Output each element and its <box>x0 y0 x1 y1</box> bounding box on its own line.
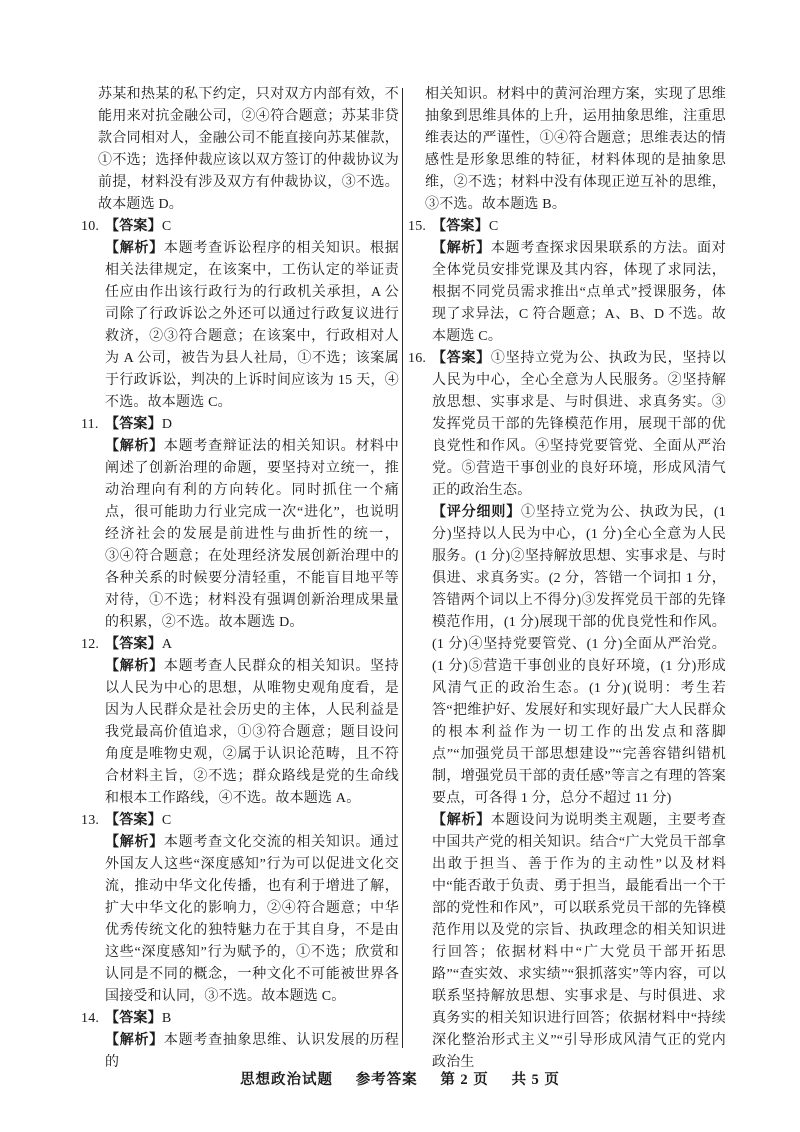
section-label: 【解析】 <box>105 659 164 674</box>
section-label: 【答案】 <box>432 351 491 366</box>
page-footer <box>0 1068 800 1089</box>
analysis-paragraph <box>105 238 399 414</box>
answer-item <box>408 216 726 348</box>
section-label: 【答案】 <box>105 813 162 828</box>
analysis-paragraph <box>432 238 726 348</box>
paragraph-text: 本题考查诉讼程序的相关知识。根据相关法律规定，在该案中，工伤认定的举证责任应由作出该行政行为的行政机关承担，A 公司除了行政诉讼之外还可以通过行政复议进行救济，②③符合题意；在该案中，行政相对人为 A 公司，被告为县人社局，①不选；该案属于行政诉讼，判决的上诉时间应该为 15 天，④不选。故本题选 C。 <box>105 241 399 410</box>
scoring-rubric-paragraph <box>432 502 726 810</box>
section-label: 【答案】 <box>432 219 489 234</box>
continuation-paragraph <box>408 84 726 216</box>
answer-item <box>81 810 399 1008</box>
continuation-paragraph <box>81 84 399 216</box>
paragraph-text: 苏某和热某的私下约定，只对双方内部有效，不能用来对抗金融公司，②④符合题意；苏某非贷款合同相对人，金融公司不能直接向苏某催款，①不选；选择仲裁应该以双方签订的仲裁协议为前提，材料没有涉及双方有仲裁协议，③不选。故本题选 D。 <box>98 87 399 212</box>
answer-item <box>81 634 399 810</box>
answer-paragraph <box>105 216 399 238</box>
paragraph-text: ①坚持立党为公、执政为民，坚持以人民为中心，全心全意为人民服务。②坚持解放思想、实事求是、与时俱进、求真务实。③发挥党员干部的先锋模范作用，展现干部的优良党性和作风。④坚持党要管党、全面从严治党。⑤营造干事创业的良好环境，形成风清气正的政治生态。 <box>432 351 726 498</box>
footer-doc-title: 思想政治试题 <box>240 1072 334 1088</box>
answer-paragraph <box>432 216 726 238</box>
answer-paragraph <box>105 634 399 656</box>
footer-page-total: 共 5 页 <box>511 1072 560 1088</box>
section-label: 【答案】 <box>105 417 162 432</box>
analysis-paragraph <box>432 810 726 1074</box>
paragraph-text: 相关知识。材料中的黄河治理方案，实现了思维抽象到思维具体的上升，运用抽象思维，注重思维表达的严谨性，①④符合题意；思维表达的情感性是形象思维的特征，材料体现的是抽象思维，②不选；材料中没有体现正逆互补的思维，③不选。故本题选 B。 <box>425 87 726 212</box>
section-label: 【答案】 <box>105 219 162 234</box>
section-label: 【答案】 <box>105 1011 162 1026</box>
paragraph-text: 本题考查抽象思维、认识发展的历程的 <box>105 1033 399 1070</box>
section-label: 【解析】 <box>105 439 164 454</box>
question-number: 15. <box>408 219 427 234</box>
answer-item <box>81 414 399 634</box>
answer-paragraph <box>105 414 399 436</box>
analysis-paragraph <box>105 436 399 634</box>
paragraph-text: 本题考查探求因果联系的方法。面对全体党员安排党课及其内容，体现了求同法，根据不同党员需求推出“点单式”授课服务，体现了求异法，C 符合题意；A、B、D 不选。故本题选 C。 <box>432 241 726 344</box>
answer-paragraph <box>105 810 399 832</box>
question-number: 14. <box>81 1011 100 1026</box>
answer-item <box>81 216 399 414</box>
footer-doc-subtitle: 参考答案 <box>355 1072 418 1088</box>
answer-paragraph <box>432 348 726 502</box>
section-label: 【解析】 <box>105 241 164 256</box>
section-label: 【解析】 <box>105 835 164 850</box>
answer-paragraph <box>105 1008 399 1030</box>
paragraph-text: C <box>161 813 172 828</box>
footer-page-number: 第 2 页 <box>440 1072 489 1088</box>
paragraph-text: D <box>161 417 173 432</box>
left-column <box>81 84 399 1074</box>
section-label: 【解析】 <box>105 1033 164 1048</box>
paragraph-text: ①坚持立党为公、执政为民，(1 分)坚持以人民为中心，(1 分)全心全意为人民服务。(1 分)②坚持解放思想、实事求是、与时俱进、求真务实。(2 分，答错一个词扣 1 分，答错两个词以上不得分)③发挥党员干部的先锋模范作用，(1 分)展现干部的优良党性和作风。(1 分)④坚持党要管党、(1 分)全面从严治党。(1 分)⑤营造干事创业的良好环境，(1 分)形成风清气正的政治生态。(1 分)(说明：考生若答“把维护好、发展好和实现好最广大人民群众的根本利益作为一切工作的出发点和落脚点”“加强党员干部思想建设”“完善容错纠错机制，增强党员干部的责任感”等言之有理的答案要点，可各得 1 分，总分不超过 11 分) <box>432 505 726 806</box>
question-number: 10. <box>81 219 100 234</box>
text-paragraph <box>98 84 399 216</box>
right-column <box>408 84 726 1074</box>
paragraph-text: B <box>161 1011 172 1026</box>
paragraph-text: 本题考查人民群众的相关知识。坚持以人民为中心的思想，从唯物史观角度看，是因为人民群众是社会历史的主体，人民利益是我党最高价值追求，①③符合题意；题目设问角度是唯物史观，②属于认识论范畴，且不符合材料主旨，②不选；群众路线是党的生命线和根本工作路线，④不选。故本题选 A。 <box>105 659 399 806</box>
section-label: 【答案】 <box>105 637 162 652</box>
paragraph-text: C <box>488 219 499 234</box>
question-number: 12. <box>81 637 100 652</box>
paragraph-text: 本题考查辩证法的相关知识。材料中阐述了创新治理的命题，要坚持对立统一，推动治理向有利的方向转化。同时抓住一个痛点，很可能助力行业完成一次“进化”，也说明经济社会的发展是前进性与曲折性的统一，③④符合题意；在处理经济发展创新治理中的各种关系的时候要分清轻重，不能盲目地平等对待，①不选；材料没有强调创新治理成果量的积累，②不选。故本题选 D。 <box>105 439 399 630</box>
question-number: 13. <box>81 813 100 828</box>
text-paragraph <box>425 84 726 216</box>
section-label: 【评分细则】 <box>432 505 522 520</box>
column-divider <box>402 88 403 1048</box>
question-number: 11. <box>81 417 99 432</box>
paragraph-text: 本题考查文化交流的相关知识。通过外国友人这些“深度感知”行为可以促进文化交流，推动中华文化传播，也有利于增进了解，扩大中华文化的影响力，②④符合题意；中华优秀传统文化的独特魅力在于其自身，不是由这些“深度感知”行为赋予的，①不选；欣赏和认同是不同的概念，一种文化不可能被世界各国接受和认同，③不选。故本题选 C。 <box>105 835 399 1004</box>
paragraph-text: C <box>161 219 172 234</box>
section-label: 【解析】 <box>432 241 491 256</box>
analysis-paragraph <box>105 832 399 1008</box>
answer-item <box>81 1008 399 1074</box>
section-label: 【解析】 <box>432 813 491 828</box>
answer-item <box>408 348 726 1074</box>
paragraph-text: 本题设问为说明类主观题，主要考查中国共产党的相关知识。结合“广大党员干部拿出敢于担当、善于作为的主动性”以及材料中“能否敢于负责、勇于担当，最能看出一个干部的党性和作风”，可以联系党员干部的先锋模范作用以及党的宗旨、执政理念的相关知识进行回答；依据材料中“广大党员干部开拓思路”“查实效、求实绩”“狠抓落实”等内容，可以联系坚持解放思想、实事求是、与时俱进、求真务实的相关知识进行回答；依据材料中“持续深化整治形式主义”“引导形成风清气正的党内政治生 <box>432 813 726 1070</box>
paragraph-text: A <box>161 637 173 652</box>
analysis-paragraph <box>105 656 399 810</box>
question-number: 16. <box>408 351 427 366</box>
